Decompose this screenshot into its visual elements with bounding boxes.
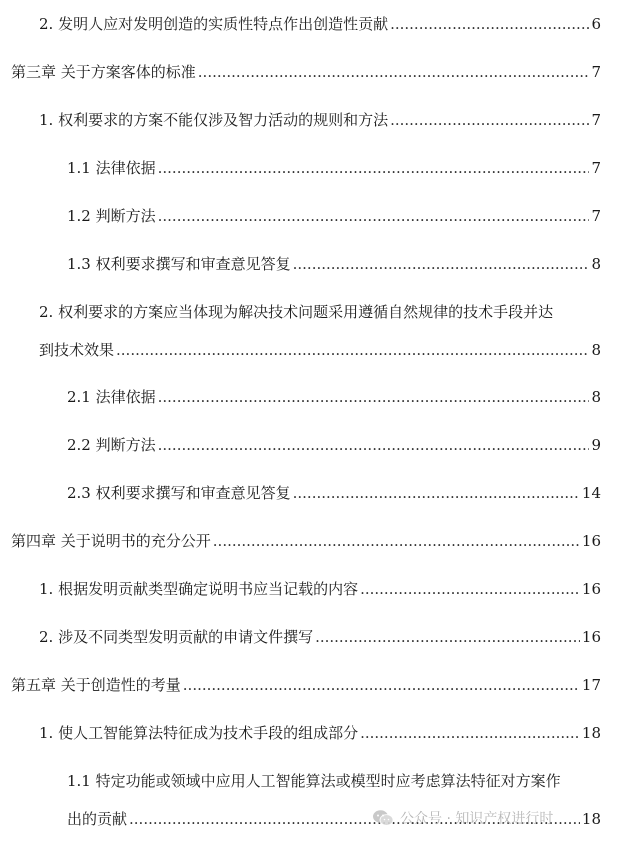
toc-entry-page: 18 [581, 810, 601, 828]
toc-entry-page: 7 [591, 207, 601, 225]
toc-entry-page: 8 [591, 341, 601, 359]
wechat-icon [372, 809, 394, 827]
toc-leader-dots [116, 340, 589, 360]
toc-entry-label: 1.3 权利要求撰写和审查意见答复 [67, 255, 291, 273]
toc-leader-dots [158, 435, 590, 455]
toc-leader-dots [158, 387, 590, 407]
watermark [372, 806, 553, 830]
toc-entry-label-line2: 到技术效果 [39, 341, 115, 359]
toc-entry-label-line1: 1.1 特定功能或领域中应用人工智能算法或模型时应考虑算法特征对方案作 [67, 772, 561, 790]
toc-entry-page: 16 [581, 532, 601, 550]
toc-entry-label: 2.3 权利要求撰写和审查意见答复 [67, 484, 291, 502]
toc-leader-dots [293, 254, 590, 274]
toc-leader-dots [158, 206, 590, 226]
toc-entry-label: 1. 根据发明贡献类型确定说明书应当记载的内容 [39, 580, 359, 598]
toc-leader-dots [390, 110, 589, 130]
toc-entry-label: 2.2 判断方法 [67, 436, 156, 454]
toc-entry-label: 2. 发明人应对发明创造的实质性特点作出创造性贡献 [39, 15, 389, 33]
toc-leader-dots [213, 531, 580, 551]
toc-entry-page: 18 [581, 724, 601, 742]
toc-chapter-label: 第三章 关于方案客体的标准 [11, 63, 196, 81]
toc-entry-page: 6 [591, 15, 601, 33]
toc-leader-dots [360, 723, 580, 743]
toc-entry-page: 9 [591, 436, 601, 454]
toc-entry-page: 17 [581, 676, 601, 694]
toc-entry-label: 1.2 判断方法 [67, 207, 156, 225]
toc-entry-page: 7 [591, 111, 601, 129]
toc-chapter-label: 第四章 关于说明书的充分公开 [11, 532, 211, 550]
toc-entry-label-line1: 2. 权利要求的方案应当体现为解决技术问题采用遵循自然规律的技术手段并达 [39, 303, 554, 321]
toc-leader-dots [315, 627, 580, 647]
toc-entry-page: 7 [591, 159, 601, 177]
watermark-text: 公众号 · 知识产权进行时 [400, 811, 554, 827]
toc-leader-dots [390, 14, 589, 34]
toc-entry-page: 14 [581, 484, 601, 502]
toc-entry-label: 1.1 法律依据 [67, 159, 156, 177]
toc-entry-page: 8 [591, 255, 601, 273]
toc-entry-label: 1. 权利要求的方案不能仅涉及智力活动的规则和方法 [39, 111, 389, 129]
toc-leader-dots [183, 675, 580, 695]
toc-entry-page: 7 [591, 63, 601, 81]
toc-chapter-label: 第五章 关于创造性的考量 [11, 676, 181, 694]
toc-leader-dots [198, 62, 590, 82]
toc-leader-dots [360, 579, 580, 599]
toc-leader-dots [158, 158, 590, 178]
toc-leader-dots [293, 483, 580, 503]
toc-entry-label: 1. 使人工智能算法特征成为技术手段的组成部分 [39, 724, 359, 742]
toc-entry-page: 16 [581, 580, 601, 598]
toc-entry-label: 2. 涉及不同类型发明贡献的申请文件撰写 [39, 628, 314, 646]
toc-entry-page: 16 [581, 628, 601, 646]
toc-entry-label-line2: 出的贡献 [67, 810, 128, 828]
toc-entry-page: 8 [591, 388, 601, 406]
toc-entry-label: 2.1 法律依据 [67, 388, 156, 406]
